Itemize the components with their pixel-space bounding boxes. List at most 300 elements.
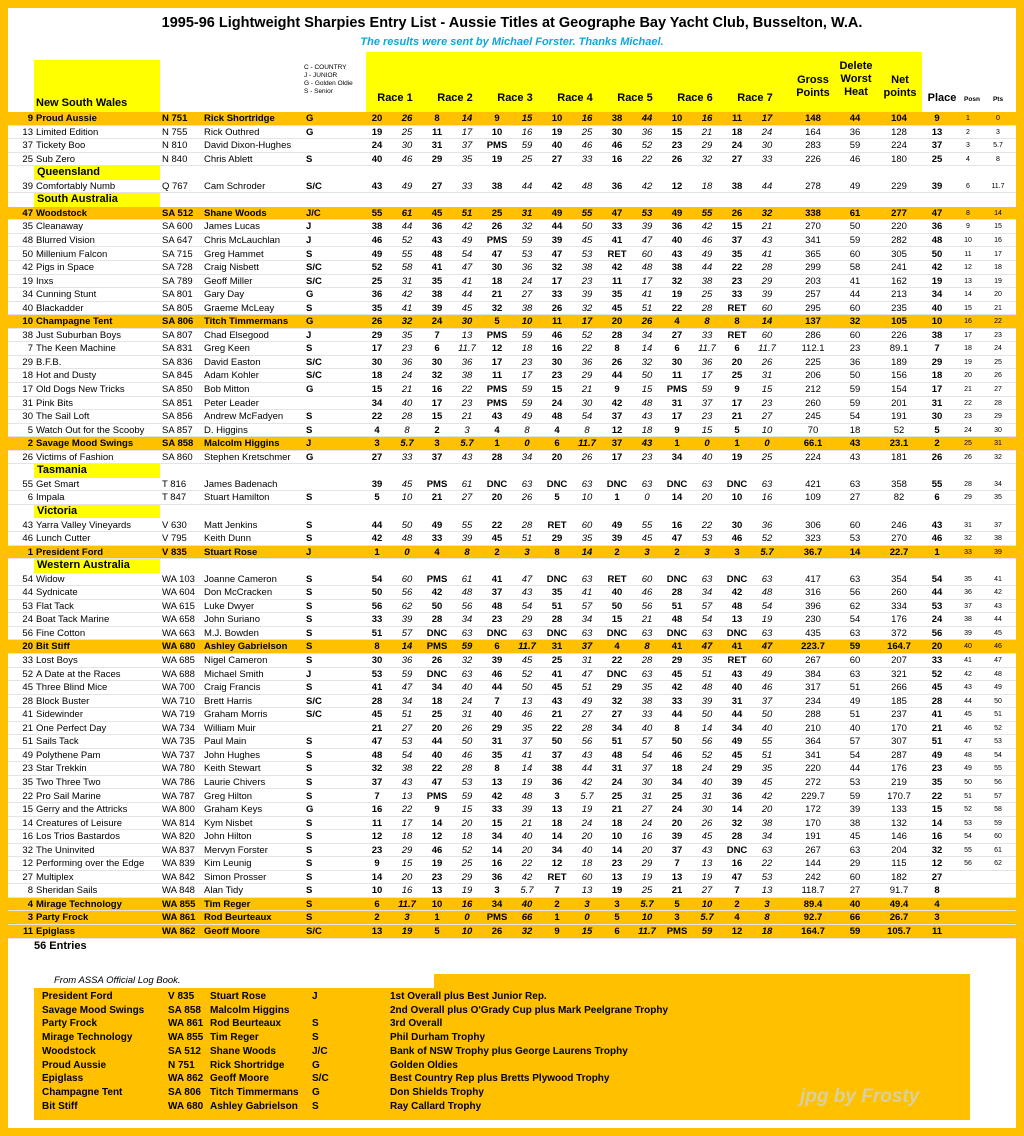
net-points: 189 <box>891 356 907 368</box>
race-5-points: 55 <box>641 519 653 531</box>
race-4-points: 46 <box>581 140 593 152</box>
net-points: 201 <box>891 397 907 409</box>
race-2-points: 16 <box>461 898 473 910</box>
place-number: 56 <box>22 627 33 639</box>
posn: 4 <box>966 155 970 163</box>
net-points: 128 <box>891 126 907 138</box>
final-place: 7 <box>934 343 940 355</box>
race-5-place: 28 <box>611 329 623 341</box>
skipper-name: Paul Main <box>204 736 247 748</box>
race-6-place: 26 <box>671 153 683 165</box>
race-5-points: 44 <box>641 113 653 124</box>
race-2-place: 32 <box>431 370 443 382</box>
race-7-points: 60 <box>761 655 773 666</box>
final-place: 12 <box>931 858 943 870</box>
delete-worst: 49 <box>849 695 861 707</box>
race-3-points: 21 <box>521 817 533 829</box>
gross-points: 341 <box>805 234 821 246</box>
award-row <box>34 1072 970 1086</box>
race-4-points: 52 <box>581 329 593 341</box>
race-1-points: 34 <box>401 695 413 707</box>
gross-points: 299 <box>805 262 821 274</box>
race-1-place: 5 <box>374 492 380 504</box>
award-sail: WA 862 <box>168 1073 204 1085</box>
race-6-place: 42 <box>671 682 683 694</box>
pts: 45 <box>994 629 1002 637</box>
net-points: 156 <box>891 370 907 382</box>
posn: 56 <box>964 860 972 868</box>
race-5-place: 42 <box>611 397 623 409</box>
table-row <box>8 139 1016 153</box>
race-6-points: 19 <box>701 871 713 883</box>
category-golden: G - Golden Oldie <box>304 80 353 87</box>
gross-points: 225 <box>805 356 821 368</box>
race-5-points: 60 <box>641 573 653 585</box>
race-4-place: 20 <box>551 451 563 463</box>
place-number: 41 <box>22 709 33 721</box>
race-2-points: 24 <box>461 695 473 707</box>
race-4-place: 51 <box>551 600 563 612</box>
race-2-points: 11.7 <box>458 343 476 355</box>
race-2-points: 61 <box>461 573 473 585</box>
header-place: Place <box>927 92 957 104</box>
sail-number: WA 663 <box>162 627 195 639</box>
table-row <box>8 640 1016 654</box>
race-1-place: 1 <box>374 546 380 558</box>
sail-number: WA 685 <box>162 655 195 666</box>
award-boat: Savage Mood Swings <box>42 1004 145 1016</box>
category: S/C <box>306 695 322 707</box>
race-1-points: 14 <box>401 641 413 653</box>
race-1-points: 36 <box>401 655 413 666</box>
race-2-place: 31 <box>431 140 443 152</box>
boat-name: Two Three Two <box>36 776 101 788</box>
race-2-points: 54 <box>461 248 473 260</box>
boat-name: Polythene Pam <box>36 749 101 761</box>
gross-points: 112.1 <box>801 343 825 355</box>
race-5-place: 45 <box>611 302 623 314</box>
race-4-place: 18 <box>551 817 563 829</box>
race-7-place: 1 <box>734 438 740 450</box>
final-place: 48 <box>931 234 943 246</box>
posn: 45 <box>964 711 972 719</box>
race-1-points: 45 <box>401 478 413 490</box>
race-7-points: 13 <box>761 885 773 897</box>
sail-number: WA 719 <box>162 709 195 721</box>
race-1-place: 54 <box>371 573 383 585</box>
net-points: 270 <box>891 533 907 545</box>
race-2-place: 45 <box>431 207 443 219</box>
race-1-place: 33 <box>371 614 383 626</box>
final-place: 31 <box>931 397 943 409</box>
place-number: 12 <box>22 858 33 870</box>
race-4-place: 39 <box>551 234 563 246</box>
race-1-points: 3 <box>404 912 410 924</box>
race-6-points: 24 <box>701 763 713 775</box>
award-category: S <box>312 1032 319 1044</box>
race-4-place: 21 <box>551 709 563 721</box>
table-row <box>8 519 1016 533</box>
race-5-place: 50 <box>611 600 623 612</box>
race-5-place: 16 <box>611 153 623 165</box>
gross-points: 191 <box>805 831 821 843</box>
sail-number: SA 715 <box>162 248 193 260</box>
race-7-place: 22 <box>731 262 743 274</box>
boat-name: One Perfect Day <box>36 722 107 734</box>
category: S <box>306 587 313 599</box>
race-2-place: 22 <box>431 763 443 775</box>
race-4-place: 13 <box>551 804 563 816</box>
category: G <box>306 289 314 301</box>
posn: 46 <box>964 724 972 732</box>
boat-name: Star Trekkin <box>36 763 87 775</box>
race-2-points: 59 <box>461 790 473 802</box>
final-place: 53 <box>931 600 943 612</box>
race-4-points: 32 <box>581 302 593 314</box>
race-4-points: 63 <box>581 478 593 490</box>
final-place: 42 <box>931 262 943 274</box>
race-1-points: 30 <box>401 140 413 152</box>
race-1-points: 27 <box>401 722 413 734</box>
net-points: 185 <box>891 695 907 707</box>
race-4-place: 7 <box>554 885 560 897</box>
race-6-points: 29 <box>701 140 713 152</box>
race-2-place: 39 <box>431 302 443 314</box>
sail-number: N 840 <box>162 153 188 165</box>
table-row <box>8 491 1016 505</box>
award-category: G <box>312 1059 320 1071</box>
race-7-place: 36 <box>731 790 743 802</box>
sail-number: SA 801 <box>162 289 193 301</box>
skipper-name: Laurie Chivers <box>204 776 266 788</box>
race-3-place: 26 <box>491 926 503 937</box>
race-5-place: 9 <box>614 384 620 395</box>
skipper-name: Chris McLauchlan <box>204 234 281 246</box>
award-trophy: 1st Overall plus Best Junior Rep. <box>390 991 547 1002</box>
net-points: 170.7 <box>887 790 911 802</box>
boat-name: Just Suburban Boys <box>36 329 122 341</box>
race-3-points: 5.7 <box>520 885 534 897</box>
race-6-place: DNC <box>666 627 688 639</box>
state-name: New South Wales <box>36 97 128 109</box>
race-5-place: 27 <box>611 709 623 721</box>
award-skipper: Rick Shortridge <box>210 1059 285 1071</box>
place-number: 47 <box>22 207 33 219</box>
delete-worst: 51 <box>849 709 861 721</box>
race-6-points: 51 <box>701 668 713 680</box>
race-1-points: 17 <box>401 817 413 829</box>
delete-worst: 27 <box>849 885 861 897</box>
race-7-place: 2 <box>734 898 740 910</box>
place-number: 54 <box>22 573 33 585</box>
race-4-points: 0 <box>584 912 590 924</box>
gross-points: 118.7 <box>801 885 825 897</box>
award-row <box>34 1045 970 1059</box>
race-6-points: 35 <box>701 655 713 666</box>
race-6-place: 15 <box>671 126 683 138</box>
category: S <box>306 682 313 694</box>
sail-number: WA 103 <box>162 573 195 585</box>
table-row <box>8 884 1016 898</box>
pts: 44 <box>994 616 1002 624</box>
delete-worst: 53 <box>849 533 861 545</box>
posn: 49 <box>964 765 972 773</box>
sail-number: WA 615 <box>162 600 195 612</box>
race-6-points: 21 <box>701 126 713 138</box>
race-6-place: 49 <box>671 207 683 219</box>
award-sail: V 835 <box>168 991 195 1002</box>
table-row <box>8 735 1016 749</box>
race-1-place: 14 <box>371 871 383 883</box>
category: J <box>306 546 312 558</box>
race-1-place: 38 <box>371 221 383 233</box>
race-7-place: 4 <box>734 912 740 924</box>
table-row <box>8 925 1016 939</box>
table-row <box>8 410 1016 424</box>
race-4-place: 37 <box>551 749 563 761</box>
race-6-points: 36 <box>701 356 713 368</box>
race-1-place: 15 <box>371 384 383 395</box>
net-points: 191 <box>891 411 907 423</box>
final-place: 33 <box>931 655 943 666</box>
posn: 10 <box>964 236 972 244</box>
final-place: 11 <box>931 926 943 937</box>
race-6-place: 23 <box>671 140 683 152</box>
category: G <box>306 316 314 328</box>
race-6-points: 48 <box>701 682 713 694</box>
race-5-points: 29 <box>641 858 653 870</box>
gross-points: 278 <box>805 180 821 192</box>
race-5-points: 51 <box>641 302 653 314</box>
race-5-place: 39 <box>611 533 623 545</box>
category: S <box>306 817 313 829</box>
sail-number: V 630 <box>162 519 187 531</box>
award-category: S <box>312 1018 319 1030</box>
gross-points: 435 <box>805 627 821 639</box>
race-6-points: 22 <box>701 519 713 531</box>
race-3-points: 18 <box>521 343 533 355</box>
net-points: 91.7 <box>889 885 909 897</box>
award-boat: Bit Stiff <box>42 1100 78 1112</box>
net-points: 52 <box>893 424 905 436</box>
delete-worst: 57 <box>849 736 861 748</box>
race-2-points: 37 <box>461 140 473 152</box>
gross-points: 144 <box>805 858 821 870</box>
race-4-points: 28 <box>581 722 593 734</box>
race-5-place: 6 <box>614 926 620 937</box>
final-place: 55 <box>931 478 943 490</box>
delete-worst: 44 <box>849 289 861 301</box>
race-6-points: 40 <box>701 776 713 788</box>
race-1-place: 28 <box>371 695 383 707</box>
race-5-place: 33 <box>611 221 623 233</box>
place-number: 3 <box>27 912 33 924</box>
final-place: 23 <box>931 763 943 775</box>
race-1-place: 12 <box>371 831 383 843</box>
sail-number: SA 851 <box>162 397 193 409</box>
race-3-place: PMS <box>486 140 508 152</box>
race-5-place: 10 <box>611 831 623 843</box>
race-5-place: 37 <box>611 438 623 450</box>
skipper-name: Tim Reger <box>204 898 251 910</box>
gross-points: 283 <box>805 140 821 152</box>
gross-points: 316 <box>805 587 821 599</box>
race-7-place: 24 <box>731 140 743 152</box>
race-2-points: 36 <box>461 356 473 368</box>
place-number: 5 <box>27 424 33 436</box>
race-2-place: 42 <box>431 587 443 599</box>
race-3-place: 44 <box>491 682 503 694</box>
skipper-name: Nigel Cameron <box>204 655 268 666</box>
header-posn: Posn <box>964 96 980 103</box>
race-6-points: 8 <box>704 316 710 328</box>
race-3-place: 34 <box>491 898 503 910</box>
posn: 52 <box>964 806 972 814</box>
race-2-points: 39 <box>461 533 473 545</box>
race-6-points: 53 <box>701 533 713 545</box>
race-7-points: 50 <box>761 709 773 721</box>
header-race-4: Race 4 <box>557 92 593 104</box>
category: S <box>306 519 313 531</box>
net-points: 180 <box>891 153 907 165</box>
race-7-place: 10 <box>731 492 743 504</box>
posn: 55 <box>964 846 972 854</box>
category: S/C <box>306 356 322 368</box>
race-4-place: 46 <box>551 329 563 341</box>
pts: 22 <box>994 318 1002 326</box>
race-4-place: 5 <box>554 492 560 504</box>
skipper-name: Stuart Rose <box>204 546 258 558</box>
race-2-place: 26 <box>431 655 443 666</box>
race-5-points: 14 <box>641 343 653 355</box>
race-5-place: 36 <box>611 180 623 192</box>
net-points: 354 <box>891 573 907 585</box>
race-3-points: 63 <box>521 478 533 490</box>
race-3-place: 3 <box>494 885 500 897</box>
net-points: 235 <box>891 302 907 314</box>
place-number: 28 <box>22 695 33 707</box>
race-2-place: 19 <box>431 858 443 870</box>
race-5-points: 37 <box>641 763 653 775</box>
race-6-points: 11.7 <box>698 343 716 355</box>
table-row <box>8 654 1016 668</box>
race-4-points: 14 <box>581 546 593 558</box>
race-2-place: 4 <box>434 546 440 558</box>
gross-points: 226 <box>805 153 821 165</box>
posn: 40 <box>964 643 972 651</box>
race-5-points: 28 <box>641 655 653 666</box>
pts: 30 <box>994 426 1002 434</box>
race-7-points: 40 <box>761 722 773 734</box>
skipper-name: Bob Mitton <box>204 384 250 395</box>
race-4-points: 25 <box>581 126 593 138</box>
race-1-place: 3 <box>374 438 380 450</box>
final-place: 5 <box>934 424 940 436</box>
race-1-points: 26 <box>401 113 413 124</box>
race-4-points: 39 <box>581 289 593 301</box>
sail-number: WA 688 <box>162 668 195 680</box>
race-6-place: 34 <box>671 776 683 788</box>
race-3-place: 39 <box>491 655 503 666</box>
race-3-points: 40 <box>521 831 533 843</box>
final-place: 25 <box>931 153 943 165</box>
net-points: 49.4 <box>889 898 909 910</box>
race-5-place: 30 <box>611 126 623 138</box>
race-3-points: 34 <box>521 451 533 463</box>
final-place: 8 <box>934 885 940 897</box>
race-6-points: 42 <box>701 221 713 233</box>
race-3-place: 23 <box>491 614 503 626</box>
race-5-points: 54 <box>641 749 653 761</box>
place-number: 18 <box>22 370 33 382</box>
race-4-place: 19 <box>551 126 563 138</box>
race-3-place: 14 <box>491 844 503 856</box>
race-3-place: 12 <box>491 343 503 355</box>
race-6-points: 55 <box>701 207 713 219</box>
posn: 14 <box>964 291 972 299</box>
pts: 0 <box>996 115 1000 122</box>
category: S/C <box>306 275 322 287</box>
delete-worst: 50 <box>849 370 861 382</box>
pts: 35 <box>994 494 1002 502</box>
boat-name: Blurred Vision <box>36 234 95 246</box>
race-3-points: 19 <box>521 776 533 788</box>
race-1-points: 38 <box>401 763 413 775</box>
award-category: J/C <box>312 1045 328 1057</box>
gross-points: 210 <box>805 722 821 734</box>
race-5-points: 52 <box>641 140 653 152</box>
posn: 22 <box>964 399 972 407</box>
race-3-points: 15 <box>521 113 533 124</box>
award-skipper: Titch Timmermans <box>210 1086 299 1098</box>
race-6-points: 31 <box>701 790 713 802</box>
race-1-place: 8 <box>374 641 380 653</box>
race-2-points: 46 <box>461 749 473 761</box>
race-2-place: 6 <box>434 343 440 355</box>
race-5-place: 26 <box>611 356 623 368</box>
race-1-place: 41 <box>371 682 383 694</box>
race-3-points: 41 <box>521 749 533 761</box>
final-place: 1 <box>934 546 940 558</box>
delete-worst: 62 <box>849 600 861 612</box>
race-3-place: 31 <box>491 736 503 748</box>
race-5-place: 32 <box>611 695 623 707</box>
race-5-points: 40 <box>641 722 653 734</box>
boat-name: Victims of Fashion <box>36 451 114 463</box>
table-row <box>8 329 1016 343</box>
pts: 21 <box>994 304 1002 312</box>
race-7-place: 18 <box>731 126 743 138</box>
race-7-place: 32 <box>731 817 743 829</box>
race-6-place: 19 <box>671 289 683 301</box>
race-3-place: 34 <box>491 831 503 843</box>
race-2-points: 48 <box>461 587 473 599</box>
net-points: 154 <box>891 384 907 395</box>
gross-points: 272 <box>805 776 821 788</box>
race-5-points: 33 <box>641 709 653 721</box>
boat-name: Old Dogs New Tricks <box>36 384 125 395</box>
boat-name: Multiplex <box>36 871 74 883</box>
sail-number: SA 600 <box>162 221 193 233</box>
race-7-place: 14 <box>731 804 743 816</box>
race-2-place: 17 <box>431 397 443 409</box>
table-row <box>8 613 1016 627</box>
delete-worst: 27 <box>849 492 861 504</box>
race-4-points: 18 <box>581 858 593 870</box>
gross-points: 66.1 <box>803 438 823 450</box>
net-points: 89.1 <box>889 343 909 355</box>
category: S <box>306 912 313 924</box>
